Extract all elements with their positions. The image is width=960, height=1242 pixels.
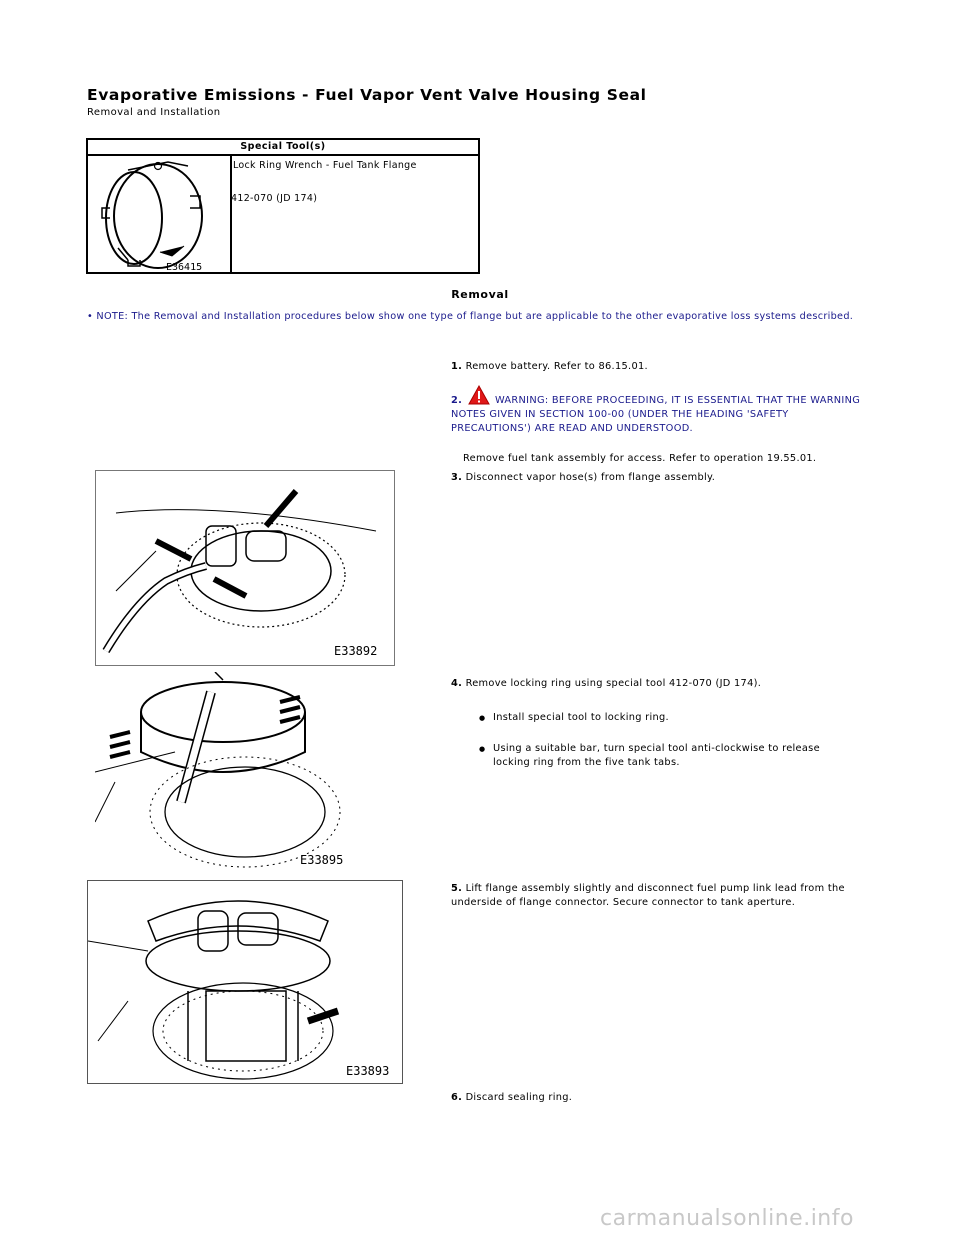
step-5 bbox=[451, 882, 871, 910]
step-1-text: Remove battery. Refer to 86.15.01. bbox=[465, 361, 648, 372]
step-5-number: 5. bbox=[451, 883, 463, 894]
vapor-hose-illustration bbox=[96, 471, 394, 665]
step-4-text: Remove locking ring using special tool 412-070 (JD 174). bbox=[465, 678, 762, 689]
tool-image-label: E36415 bbox=[166, 262, 203, 273]
step-3 bbox=[451, 471, 715, 485]
step-2-text: Remove fuel tank assembly for access. Refer to operation 19.55.01. bbox=[463, 453, 817, 464]
step-3-number: 3. bbox=[451, 472, 463, 483]
figure-1-label: E33892 bbox=[334, 644, 378, 658]
watermark: carmanualsonline.info bbox=[600, 1206, 854, 1231]
removal-heading: Removal bbox=[451, 288, 509, 301]
locking-ring-illustration bbox=[95, 672, 395, 872]
figure-3-label: E33893 bbox=[346, 1064, 390, 1078]
step-5-text: Lift flange assembly slightly and disconnect fuel pump link lead from the underside of flange connector. Secure connector to tank aperture. bbox=[451, 883, 845, 908]
step-4-bullet-1: ● Install special tool to locking ring. bbox=[493, 711, 669, 725]
figure-flange-assembly bbox=[87, 880, 403, 1084]
figure-vapor-hose bbox=[95, 470, 395, 666]
lock-ring-wrench-illustration bbox=[88, 156, 228, 274]
page-subtitle: Removal and Installation bbox=[87, 107, 221, 118]
page-title: Evaporative Emissions - Fuel Vapor Vent Valve Housing Seal bbox=[87, 86, 647, 104]
step-4-number: 4. bbox=[451, 678, 463, 689]
tool-image-cell bbox=[88, 156, 232, 272]
figure-2-label: E33895 bbox=[300, 853, 344, 867]
step-6-number: 6. bbox=[451, 1092, 463, 1103]
tool-number: 412-070 (JD 174) bbox=[231, 193, 318, 204]
tool-name: Lock Ring Wrench - Fuel Tank Flange bbox=[233, 160, 417, 171]
step-6-text: Discard sealing ring. bbox=[465, 1092, 573, 1103]
step-1-number: 1. bbox=[451, 361, 463, 372]
special-tools-header: Special Tool(s) bbox=[88, 140, 478, 156]
step-4-bullet-2: ● Using a suitable bar, turn special tool anti-clockwise to release locking ring from the five tank tabs. bbox=[493, 742, 853, 770]
removal-note: • NOTE: The Removal and Installation procedures below show one type of flange but are applicable to the other evaporative loss systems described. bbox=[87, 311, 854, 322]
step-2-warning-text: WARNING: BEFORE PROCEEDING, IT IS ESSENTIAL THAT THE WARNING NOTES GIVEN IN SECTION 100-00 (UNDER THE HEADING 'SAFETY PRECAUTIONS') ARE READ AND UNDERSTOOD. bbox=[451, 395, 861, 434]
figure-locking-ring bbox=[95, 672, 395, 872]
step-2-number: 2. bbox=[451, 395, 463, 406]
warning-icon bbox=[468, 385, 490, 405]
step-1 bbox=[451, 360, 648, 374]
step-3-text: Disconnect vapor hose(s) from flange assembly. bbox=[465, 472, 716, 483]
step-6 bbox=[451, 1091, 572, 1105]
special-tools-table bbox=[86, 138, 480, 274]
flange-assembly-illustration bbox=[88, 881, 402, 1083]
step-4 bbox=[451, 677, 761, 691]
step-2-warning bbox=[451, 385, 871, 436]
